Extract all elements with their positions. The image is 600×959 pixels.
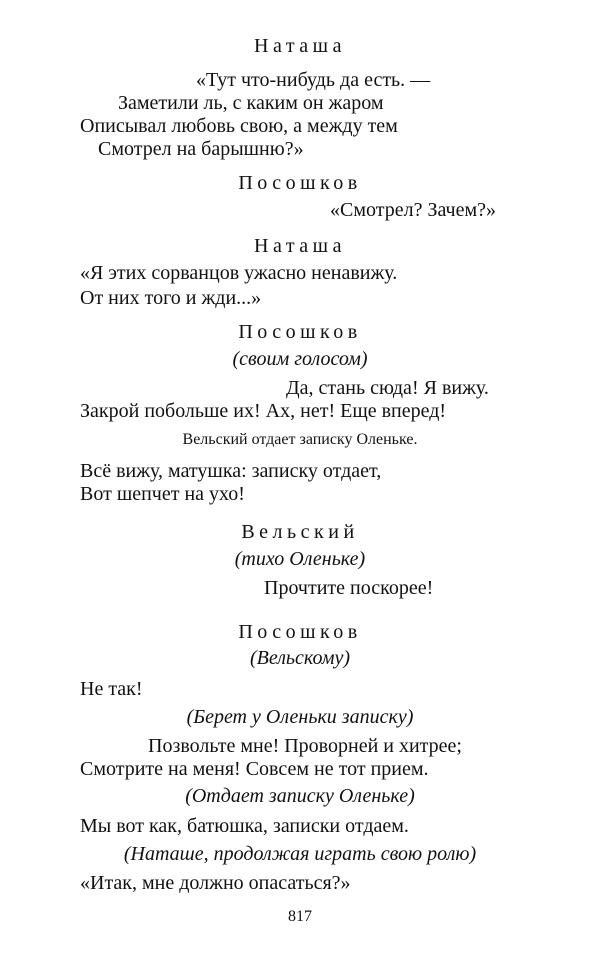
speaker-name: Наташа: [254, 35, 346, 57]
verse-line: Да, стань сюда! Я вижу.: [286, 377, 489, 399]
verse-line: Не так!: [80, 678, 143, 700]
stage-direction: (Наташе, продолжая играть свою ролю): [123, 843, 477, 865]
verse-line: Смотрите на меня! Совсем не тот прием.: [80, 758, 429, 780]
verse-line: «Смотрел? Зачем?»: [330, 199, 497, 221]
verse-line: Мы вот как, батюшка, записки отдаем.: [80, 815, 409, 837]
speaker-name: Посошков: [238, 621, 362, 643]
stage-direction: (тихо Оленьке): [234, 548, 366, 570]
verse-line: «Тут что-нибудь да есть. —: [196, 69, 431, 91]
verse-line: Прочтите поскорее!: [264, 577, 434, 599]
verse-line: Всё вижу, матушка: записку отдает,: [80, 460, 382, 482]
verse-line: Вот шепчет на ухо!: [80, 483, 245, 505]
verse-line: «Итак, мне должно опасаться?»: [80, 872, 351, 894]
verse-line: Заметили ль, с каким он жаром: [118, 92, 384, 114]
stage-direction: (Отдает записку Оленьке): [185, 785, 415, 807]
stage-direction: (своим голосом): [232, 348, 368, 370]
speaker-name: Вельский: [241, 521, 359, 543]
verse-line: От них того и жди...»: [80, 287, 262, 309]
verse-line: «Я этих сорванцов ужасно ненавижу.: [80, 262, 398, 284]
stage-direction: (Берет у Оленьки записку): [186, 706, 414, 728]
speaker-name: Наташа: [254, 235, 346, 257]
speaker-name: Посошков: [238, 321, 362, 343]
speaker-name: Посошков: [238, 172, 362, 194]
verse-line: Описывал любовь свою, а между тем: [80, 115, 398, 137]
stage-direction: (Вельскому): [249, 647, 351, 669]
verse-line: Закрой побольше их! Ах, нет! Еще вперед!: [80, 400, 447, 422]
stage-direction: Вельский отдает записку Оленьке.: [182, 431, 418, 448]
verse-line: Позвольте мне! Проворней и хитрее;: [148, 735, 462, 757]
page-number: 817: [288, 908, 312, 925]
verse-line: Смотрел на барышню?»: [98, 138, 304, 160]
